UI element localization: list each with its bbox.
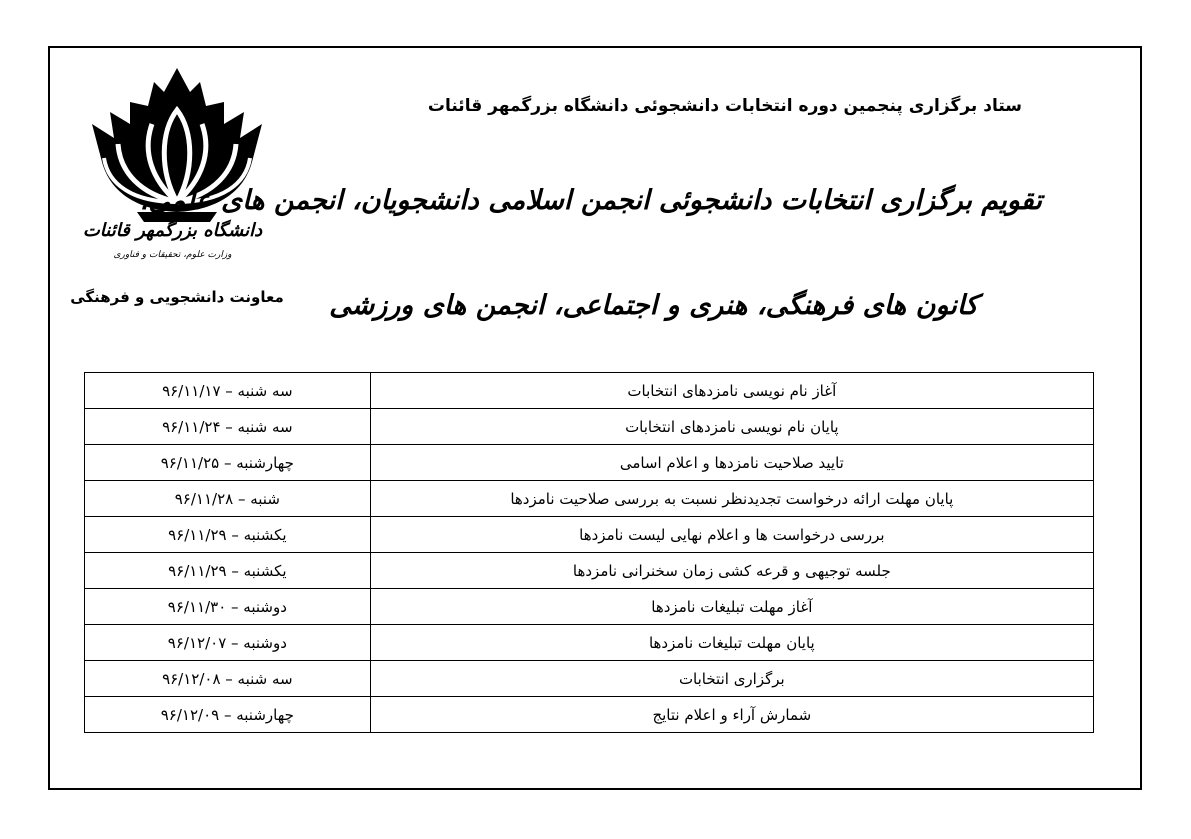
table-row bbox=[85, 589, 1094, 625]
table-row bbox=[85, 661, 1094, 697]
date-cell: دوشنبه – ۹۶/۱۲/۰۷ bbox=[85, 625, 371, 661]
date-cell: شنبه – ۹۶/۱۱/۲۸ bbox=[85, 481, 371, 517]
date-cell: سه شنبه – ۹۶/۱۱/۲۴ bbox=[85, 409, 371, 445]
date-cell: یکشنبه – ۹۶/۱۱/۲۹ bbox=[85, 553, 371, 589]
date-cell: چهارشنبه – ۹۶/۱۲/۰۹ bbox=[85, 697, 371, 733]
event-cell: آغاز نام نویسی نامزدهای انتخابات bbox=[370, 373, 1093, 409]
deputy-office-label: معاونت دانشجویی و فرهنگی bbox=[70, 288, 284, 306]
event-cell: شمارش آراء و اعلام نتایج bbox=[370, 697, 1093, 733]
date-cell: چهارشنبه – ۹۶/۱۱/۲۵ bbox=[85, 445, 371, 481]
event-cell: پایان مهلت تبلیغات نامزدها bbox=[370, 625, 1093, 661]
event-cell: پایان مهلت ارائه درخواست تجدیدنظر نسبت به بررسی صلاحیت نامزدها bbox=[370, 481, 1093, 517]
headquarters-title: ستاد برگزاری پنجمین دوره انتخابات دانشجوئی دانشگاه بزرگمهر قائنات bbox=[427, 96, 1022, 116]
date-cell: سه شنبه – ۹۶/۱۲/۰۸ bbox=[85, 661, 371, 697]
event-cell: جلسه توجیهی و قرعه کشی زمان سخنرانی نامزدها bbox=[370, 553, 1093, 589]
table-row bbox=[85, 409, 1094, 445]
table-row bbox=[85, 373, 1094, 409]
date-cell: سه شنبه – ۹۶/۱۱/۱۷ bbox=[85, 373, 371, 409]
table-row bbox=[85, 697, 1094, 733]
event-cell: پایان نام نویسی نامزدهای انتخابات bbox=[370, 409, 1093, 445]
event-cell: آغاز مهلت تبلیغات نامزدها bbox=[370, 589, 1093, 625]
calendar-title-line-1: تقویم برگزاری انتخابات دانشجوئی انجمن اسلامی دانشجویان، انجمن های علمی، bbox=[139, 185, 1042, 216]
table-row bbox=[85, 445, 1094, 481]
date-cell: دوشنبه – ۹۶/۱۱/۳۰ bbox=[85, 589, 371, 625]
event-cell: بررسی درخواست ها و اعلام نهایی لیست نامزدها bbox=[370, 517, 1093, 553]
event-cell: برگزاری انتخابات bbox=[370, 661, 1093, 697]
table-row bbox=[85, 481, 1094, 517]
table-row bbox=[85, 517, 1094, 553]
event-cell: تایید صلاحیت نامزدها و اعلام اسامی bbox=[370, 445, 1093, 481]
election-schedule-table bbox=[84, 372, 1094, 733]
logo-ministry-name: وزارت علوم، تحقیقات و فناوری bbox=[113, 250, 232, 260]
table-row bbox=[85, 553, 1094, 589]
table-row bbox=[85, 625, 1094, 661]
date-cell: یکشنبه – ۹۶/۱۱/۲۹ bbox=[85, 517, 371, 553]
logo-university-name: دانشگاه بزرگمهر قائنات bbox=[82, 220, 263, 241]
calendar-title-line-2: کانون های فرهنگی، هنری و اجتماعی، انجمن های ورزشی bbox=[329, 290, 978, 321]
